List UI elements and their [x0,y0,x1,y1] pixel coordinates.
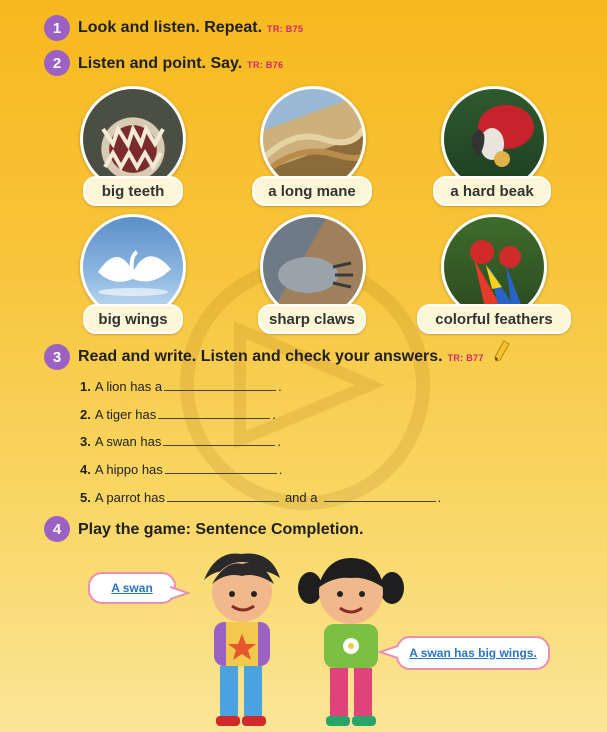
speech-bubble-left: A swan [88,572,176,604]
item-text: A tiger has [94,407,157,422]
section-1-heading [78,19,303,37]
pencil-icon [494,340,510,362]
card-label-long-mane: a long mane [252,176,372,206]
section-3-track[interactable]: TR: B77 [447,353,484,363]
item-end: . [278,379,282,394]
macaw-illustration [444,217,544,317]
section-4-number: 4 [44,516,70,542]
answer-blank[interactable] [158,406,270,419]
item-end: . [272,407,276,422]
answer-blank[interactable] [164,378,276,391]
item-text: A swan has [94,434,162,449]
item-mid-text: and a [284,490,318,505]
answer-blank[interactable] [165,461,277,474]
section-3-title: Read and write. Listen and check your answers. [78,348,443,365]
girl-character-illustration [296,552,406,732]
item-number: 4. [80,462,91,477]
exercise-item-3 [80,433,281,449]
claws-illustration [263,217,363,317]
card-label-hard-beak: a hard beak [433,176,551,206]
section-1-title: Look and listen. Repeat. [78,19,263,36]
section-1-track[interactable]: TR: B75 [267,24,304,34]
item-number: 2. [80,407,91,422]
bubble-tail-left [170,585,190,601]
item-end: . [437,490,442,505]
item-number: 3. [80,434,91,449]
item-text: A lion has a [94,379,163,394]
exercise-item-4 [80,461,282,477]
answer-blank-1[interactable] [167,489,279,502]
item-end: . [277,434,281,449]
boy-character-illustration [196,550,286,732]
section-4-title: Play the game: Sentence Completion. [78,521,364,538]
section-3-heading [78,348,484,366]
teeth-illustration [83,89,183,189]
exercise-item-2 [80,406,276,422]
card-label-big-teeth: big teeth [83,176,183,206]
section-4-heading [78,521,363,539]
answer-blank-2[interactable] [324,489,436,502]
answer-blank[interactable] [163,433,275,446]
speech-bubble-right: A swan has big wings. [396,636,550,670]
card-label-sharp-claws: sharp claws [258,304,366,334]
parrot-illustration [444,89,544,189]
exercise-item-1 [80,378,282,394]
item-text: A hippo has [94,462,163,477]
card-label-big-wings: big wings [83,304,183,334]
mane-illustration [263,89,363,189]
item-number: 1. [80,379,91,394]
item-end: . [278,462,283,477]
section-1-number: 1 [44,15,70,41]
section-2-number: 2 [44,50,70,76]
section-2-track[interactable]: TR: B76 [247,60,284,70]
section-2-heading [78,55,283,73]
section-3-number: 3 [44,344,70,370]
exercise-item-5 [80,489,441,505]
item-text: A parrot has [94,490,165,505]
item-number: 5. [80,490,91,505]
section-2-title: Listen and point. Say. [78,55,243,72]
swan-illustration [83,217,183,317]
card-label-colorful-feathers: colorful feathers [417,304,571,334]
